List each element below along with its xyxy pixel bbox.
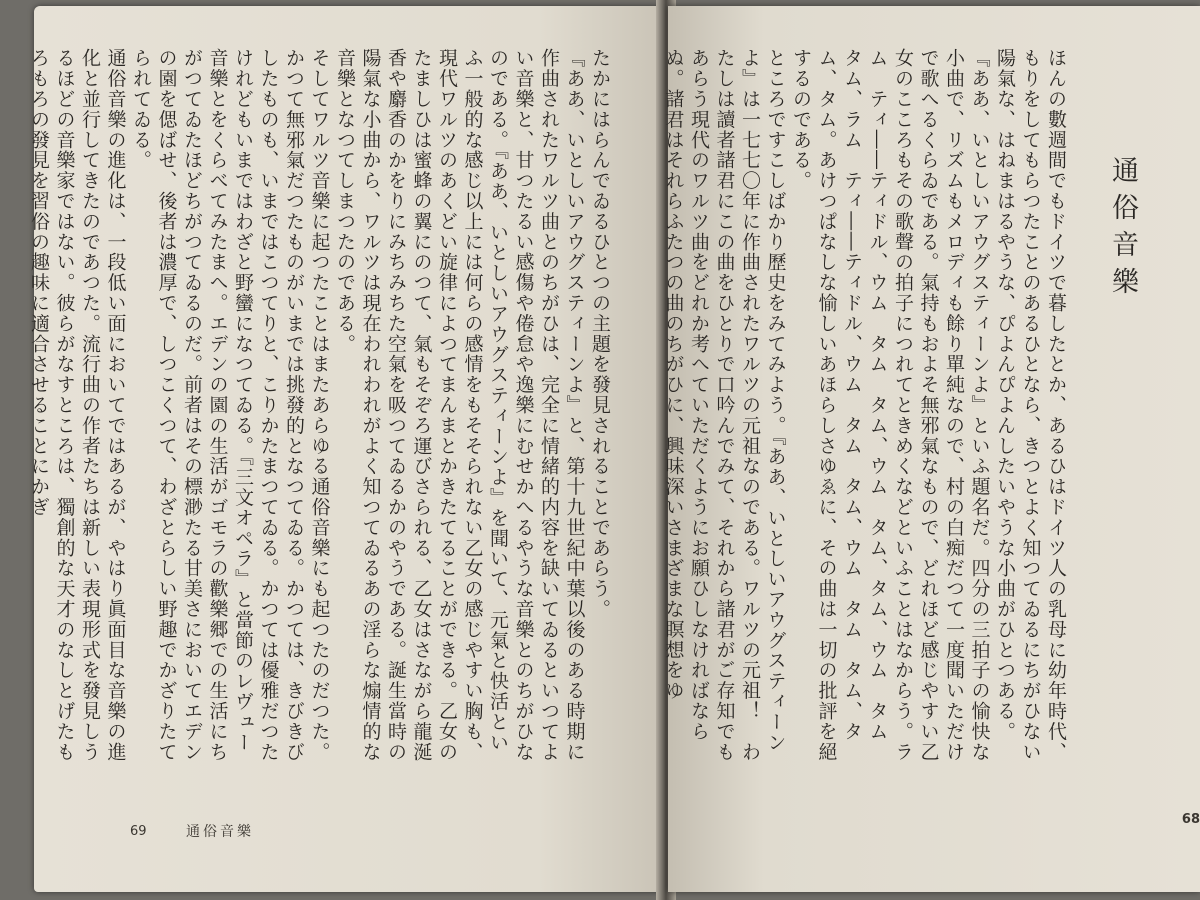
left-paragraph-2: 『ああ、いとしいアウグスティーンよ』と、第十九世紀中葉以後のある時期に作曲されたワルツ曲とのちがひは、完全に情緒的内容を缺いてゐるといつてよい音樂と、甘つたるい感傷や倦怠や逸樂にむせかへるやうな音樂とのちがひなのである。『ああ、いとしいアウグスティーンよ』を聞いて、元氣と快活といふ一般的な感じ以上には何らの感情をもそそられない乙女の感じやすい胸も、現代ワルツのあくどい旋律によつてまんまとかきたてることができる。乙女のたましひは蜜蜂の翼にのつて、氣もそぞろ運びさられる、乙女はさながら龍涎香や麝香のかをりにみちみちた空氣を吸つてゐるかのやうである。誕生當時の陽氣な小曲から、ワルツは現在われわれがよく知つてゐるあの淫らな煽情的な音樂となつてしまつたのである。 [334, 48, 586, 762]
right-page [662, 6, 1200, 892]
left-paragraph-4: 通俗音樂の進化は、一段低い面においてではあるが、やはり眞面目な音樂の進化と並行してきたのであつた。流行曲の作者たちは新しい表現形式を發見しうるほどの音樂家ではない。彼らがなすところは、獨創的な天才のなしとげたもろもろの發見を習俗の趣味に適合させることにかぎ [28, 48, 127, 762]
right-paragraph-1: ほんの數週間でもドイツで暮したとか、あるひはドイツ人の乳母に幼年時代、もりをしてもらつたことのあるひとなら、きつとよく知つてゐるにちがひない陽氣な、はねまはるやうな、ぴよんぴよんしたいやうな小曲がひとつある。『ああ、いとしいアウグスティーンよ』といふ題名だ。四分の三拍子の愉快な小曲で、リズムもメロディも餘り單純なので、村の白痴だつて一度聞いただけで歌へるくらゐである。氣持もおよそ無邪氣なもので、どれほど感じやすい乙女のこころもその歌聲の拍子につれてときめくなどといふことはなからう。ラム ティ――ティドル、ウム タム タム、ウム タム、タム、ウム タム タム、ラム ティ――ティドル、ウム タム タム、ウム タム タム、タム、タム。あけつぱなしな愉しいあほらしさゆゑに、その曲は一切の批評を絕するのである。 [790, 48, 1067, 763]
left-running-head: 通俗音樂 [186, 824, 254, 840]
left-page-body [26, 48, 613, 768]
right-page-number: 68 [1181, 812, 1200, 827]
right-page-body [660, 48, 1068, 768]
right-paragraph-2: ところですこしばかり歷史をみてみよう。『ああ、いとしいアウグスティーンよ』は一七七〇年に作曲されたワルツの元祖なのである。ワルツの元祖！ わたしは讀者諸君にこの曲をひとりで口吟んでみて、それから諸君がご存知でもあらう現代のワルツ曲をどれか考へていただくようにお願ひしなければならぬ。諸君はそれらふたつの曲のちがひに、興味深いさまざまな瞑想をゆ [662, 48, 787, 762]
left-paragraph-1: たかにはらんでゐるひとつの主題を發見されることであらう。 [589, 48, 611, 620]
left-paragraph-3: そしてワルツ音樂に起つたことはまたあらゆる通俗音樂にも起つたのだつた。かつて無邪氣だつたものがいまでは挑發的となつてゐる。かつては、きびきびしたものも、いまではこつてりと、こりかたまつてゐる。かつては優雅だつたけれどもいまではわざと野蠻になつてゐる。『三文オペラ』と當節のレヴュー音樂とをくらべてみたまへ。エデンの園の生活がゴモラの歡樂郷での生活にちがつてゐたほどちがつてゐるのだ。前者はその標渺たる甘美さにおいてエデンの園を偲ばせ、後者は濃厚で、しつこくつて、わざとらしい野趣でかざりたてられてゐる。 [130, 48, 331, 762]
chapter-title: 通俗音樂 [1107, 156, 1138, 304]
left-page [28, 6, 664, 892]
left-page-number: 69 [130, 824, 147, 839]
